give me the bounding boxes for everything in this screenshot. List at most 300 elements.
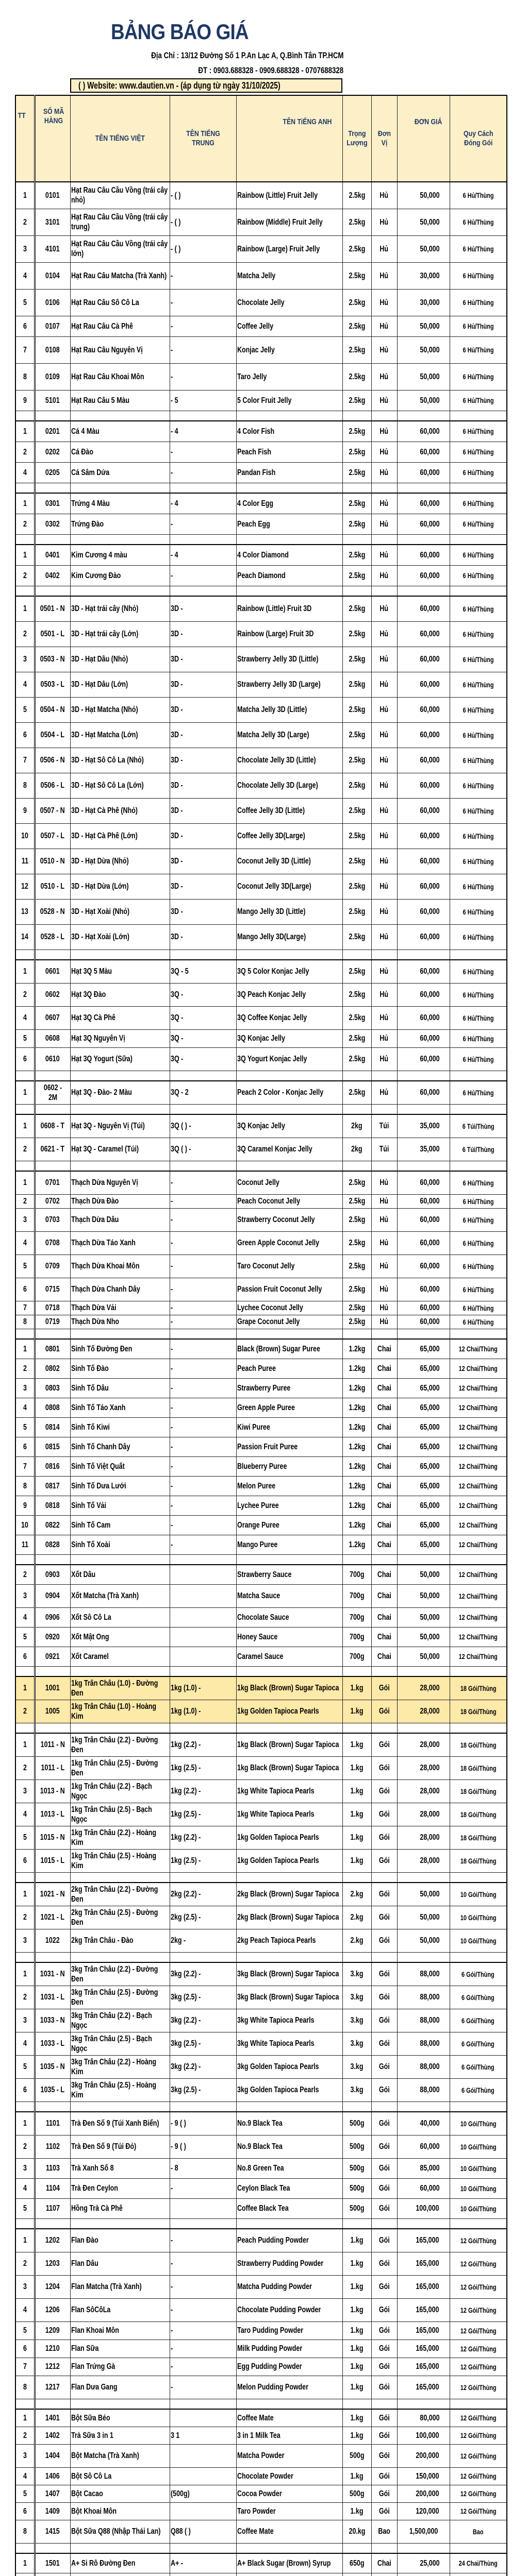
empty-cell <box>70 411 170 421</box>
table-row <box>15 1700 507 1723</box>
name-chinese: 3D - <box>170 781 183 790</box>
unit: Chai <box>377 1442 391 1451</box>
empty-cell <box>15 1723 35 1733</box>
table-row <box>15 289 507 316</box>
empty-cell <box>236 2543 342 2553</box>
unit-cell <box>371 565 397 586</box>
name-vietnamese-cell <box>70 798 170 823</box>
unit: Gói <box>378 2383 390 2392</box>
name-vietnamese-cell <box>70 2467 170 2485</box>
name-vietnamese: Hạt 3Q Cà Phê <box>71 1013 116 1022</box>
packing-cell <box>450 1962 507 1986</box>
table-row <box>15 2009 507 2032</box>
name-chinese: - <box>170 2184 173 2193</box>
packing-cell <box>450 2502 507 2520</box>
weight-cell <box>342 1047 371 1071</box>
name-chinese: - <box>170 2344 173 2353</box>
row-number: 2 <box>23 217 27 227</box>
product-code: 0607 <box>45 1013 60 1022</box>
name-chinese: 1kg (2.2) - <box>170 1833 201 1842</box>
packing-cell <box>450 1906 507 1929</box>
weight: 500g <box>349 2204 365 2213</box>
weight-cell <box>342 2427 371 2444</box>
row-number: 2 <box>23 1364 27 1373</box>
weight: 2.5kg <box>349 967 365 976</box>
table-row <box>15 722 507 748</box>
name-english: Coconut Jelly 3D(Large) <box>237 882 311 891</box>
name-vietnamese: Hạt 3Q - Nguyên Vị (Túi) <box>71 1122 145 1131</box>
packing-cell <box>450 798 507 823</box>
packing: 6 Hủ/Thùng <box>463 1013 494 1022</box>
name-english: Strawberry Pudding Powder <box>237 2259 323 2268</box>
packing: 6 Hủ/Thùng <box>463 655 494 664</box>
name-chinese: 3kg (2.2) - <box>170 2016 201 2025</box>
name-vietnamese: 3kg Trân Châu (2.5) - Hoàng Kim <box>71 2080 156 2099</box>
price: 60,000 <box>419 1303 440 1312</box>
price-cell <box>397 2553 450 2573</box>
row-number: 4 <box>23 2184 27 2193</box>
name-english-cell <box>236 514 342 534</box>
price-cell <box>397 209 450 235</box>
packing: 6 Gói/Thùng <box>461 1993 495 2002</box>
empty-cell <box>342 1872 371 1883</box>
empty-cell <box>170 586 236 596</box>
name-vietnamese-cell <box>70 1171 170 1194</box>
name-english-cell <box>236 2321 342 2340</box>
name-english: Matcha Jelly 3D (Large) <box>237 731 309 739</box>
table-row <box>15 2376 507 2399</box>
name-vietnamese: Sinh Tố Đường Đen <box>71 1344 132 1353</box>
weight: 1.kg <box>350 1787 364 1795</box>
price-cell <box>397 390 450 411</box>
row-number-cell <box>15 1006 35 1029</box>
weight-cell <box>342 672 371 697</box>
price: 40,000 <box>419 2119 440 2128</box>
row-number-cell <box>15 390 35 411</box>
unit-cell <box>371 1883 397 1906</box>
name-vietnamese: 3D - Hạt Matcha (Nhỏ) <box>71 705 138 714</box>
unit-cell <box>371 2198 397 2218</box>
name-english: Coffee Mate <box>237 2527 274 2536</box>
row-number-cell <box>15 722 35 748</box>
row-number-cell <box>15 363 35 390</box>
name-vietnamese: Hạt 3Q - Caramel (Túi) <box>71 1145 139 1154</box>
name-chinese-cell <box>170 798 236 823</box>
weight: 3.kg <box>350 2016 364 2025</box>
product-code: 0501 - N <box>40 604 65 614</box>
unit: Gói <box>378 1740 390 1750</box>
name-english-cell <box>236 1883 342 1906</box>
weight-cell <box>342 2198 371 2218</box>
weight-cell <box>342 1849 371 1872</box>
name-english: Rainbow (Little) Fruit 3D <box>237 604 311 614</box>
empty-cell <box>70 1952 170 1962</box>
packing-cell <box>450 1607 507 1627</box>
product-code: 1501 <box>45 2558 60 2568</box>
unit: Chai <box>377 1501 391 1510</box>
name-chinese: - <box>170 1383 173 1393</box>
packing-cell <box>450 1929 507 1952</box>
name-chinese: 3D - <box>170 731 183 739</box>
row-number: 2 <box>23 1993 27 2002</box>
row-number-cell <box>15 1255 35 1278</box>
price-cell <box>397 823 450 849</box>
unit: Hủ <box>380 427 389 436</box>
name-english-cell <box>236 2485 342 2502</box>
price: 60,000 <box>419 571 440 580</box>
empty-cell <box>236 1723 342 1733</box>
weight-cell <box>342 1515 371 1535</box>
packing-cell <box>450 390 507 411</box>
name-chinese-cell <box>170 565 236 586</box>
unit-cell <box>371 1081 397 1104</box>
product-code: 1013 - L <box>40 1810 65 1819</box>
product-code-cell <box>35 2467 70 2485</box>
name-chinese-cell <box>170 1359 236 1378</box>
unit: Gói <box>378 1993 390 2002</box>
name-english-cell <box>236 1255 342 1278</box>
name-english-cell <box>236 2112 342 2135</box>
price-cell <box>397 798 450 823</box>
packing: 6 Hủ/Thùng <box>463 882 494 891</box>
empty-cell <box>397 1723 450 1733</box>
product-code: 0506 - N <box>40 756 65 765</box>
empty-cell <box>15 950 35 960</box>
name-chinese-cell <box>170 1780 236 1803</box>
name-vietnamese: Bột Sô Cô La <box>71 2471 111 2481</box>
table-row <box>15 823 507 849</box>
row-number: 1 <box>23 191 27 200</box>
name-chinese: 3Q - <box>170 1034 183 1043</box>
row-number-cell <box>15 596 35 621</box>
name-chinese-cell <box>170 722 236 748</box>
price-cell <box>397 493 450 514</box>
name-vietnamese: Cá Sâm Dứa <box>71 468 109 477</box>
empty-cell <box>15 1161 35 1171</box>
empty-cell <box>70 1161 170 1171</box>
packing-cell <box>450 565 507 586</box>
price-cell <box>397 2252 450 2275</box>
product-code-cell <box>35 262 70 289</box>
empty-cell <box>35 1161 70 1171</box>
unit: Gói <box>378 2016 390 2025</box>
name-chinese-cell <box>170 2427 236 2444</box>
weight-cell <box>342 722 371 748</box>
empty-cell <box>35 1666 70 1676</box>
packing: 6 Hủ/Thùng <box>463 448 494 456</box>
product-code-cell <box>35 2444 70 2467</box>
empty-cell <box>35 1554 70 1565</box>
col-header-chinese: TÊN TIẾNG TRUNG <box>170 95 236 182</box>
row-number-cell <box>15 2358 35 2376</box>
empty-cell <box>70 1554 170 1565</box>
unit: Gói <box>378 1707 390 1716</box>
weight-cell <box>342 1138 371 1161</box>
weight-cell <box>342 363 371 390</box>
table-row <box>15 1756 507 1780</box>
empty-cell <box>236 1071 342 1081</box>
product-code: 1206 <box>45 2306 60 2314</box>
name-english: Melon Puree <box>237 1481 275 1490</box>
product-code-cell <box>35 773 70 798</box>
table-row <box>15 1029 507 1047</box>
empty-cell <box>35 411 70 421</box>
empty-cell <box>236 1952 342 1962</box>
name-chinese: - <box>170 372 173 381</box>
weight: 700g <box>349 1570 365 1579</box>
unit: Gói <box>378 1764 390 1772</box>
name-chinese-cell <box>170 773 236 798</box>
product-code: 0814 <box>45 1422 60 1432</box>
packing-cell <box>450 983 507 1006</box>
unit: Gói <box>378 1810 390 1819</box>
price-cell <box>397 1255 450 1278</box>
unit-cell <box>371 823 397 849</box>
weight: 2.5kg <box>349 781 365 790</box>
name-chinese-cell <box>170 1301 236 1315</box>
row-number: 3 <box>23 1936 27 1945</box>
price-cell <box>397 1733 450 1756</box>
name-vietnamese-cell <box>70 1047 170 1071</box>
weight-cell <box>342 647 371 672</box>
row-number: 6 <box>23 1652 27 1661</box>
name-english-cell <box>236 2229 342 2252</box>
packing-cell <box>450 2229 507 2252</box>
name-chinese: - <box>170 1403 173 1412</box>
empty-cell <box>15 2102 35 2112</box>
price: 65,000 <box>419 1344 440 1353</box>
name-chinese-cell <box>170 1803 236 1826</box>
unit-cell <box>371 2467 397 2485</box>
price-cell <box>397 1676 450 1700</box>
name-vietnamese: Sinh Tố Xoài <box>71 1540 110 1549</box>
empty-cell <box>450 1952 507 1962</box>
row-number: 2 <box>23 1913 27 1922</box>
price: 60,000 <box>419 705 440 714</box>
weight: 1.2kg <box>349 1403 365 1412</box>
weight-cell <box>342 2444 371 2467</box>
name-english: 2kg Black (Brown) Sugar Tapioca <box>237 1913 339 1922</box>
name-english-cell <box>236 1208 342 1231</box>
unit-cell <box>371 235 397 262</box>
name-chinese-cell <box>170 363 236 390</box>
weight-cell <box>342 2009 371 2032</box>
name-english: Strawberry Jelly 3D (Large) <box>237 680 321 689</box>
name-english: Black (Brown) Sugar Puree <box>237 1344 320 1353</box>
table-row <box>15 983 507 1006</box>
empty-cell <box>236 411 342 421</box>
row-number: 4 <box>23 1239 27 1247</box>
name-english: Taro Powder <box>237 2506 276 2516</box>
weight: 1.2kg <box>349 1501 365 1510</box>
name-english: Lychee Coconut Jelly <box>237 1303 303 1312</box>
row-number-cell <box>15 2502 35 2520</box>
name-vietnamese: Sinh Tố Vải <box>71 1501 106 1510</box>
price: 165,000 <box>416 2344 439 2353</box>
name-vietnamese: Sinh Tố Dưa Lưới <box>71 1481 126 1490</box>
table-row <box>15 1627 507 1647</box>
product-code-cell <box>35 1171 70 1194</box>
name-chinese: 1kg (2.2) - <box>170 1787 201 1795</box>
product-code-cell <box>35 2009 70 2032</box>
product-code-cell <box>35 1278 70 1301</box>
empty-cell <box>342 950 371 960</box>
table-row <box>15 1849 507 1872</box>
price-cell <box>397 1437 450 1456</box>
unit-cell <box>371 2158 397 2178</box>
empty-cell <box>15 1872 35 1883</box>
price-cell <box>397 1607 450 1627</box>
row-number: 1 <box>23 427 27 436</box>
name-english-cell <box>236 1733 342 1756</box>
name-vietnamese-cell <box>70 2009 170 2032</box>
empty-cell <box>397 2102 450 2112</box>
product-code: 0802 <box>45 1364 60 1373</box>
name-vietnamese: 3D - Hạt Dừa (Lớn) <box>71 882 129 891</box>
name-chinese-cell <box>170 924 236 950</box>
unit-cell <box>371 2298 397 2321</box>
unit-cell <box>371 316 397 336</box>
name-chinese: 3D - <box>170 680 183 689</box>
row-number: 2 <box>23 1145 27 1154</box>
price-cell <box>397 960 450 983</box>
unit: Hủ <box>380 832 389 840</box>
price: 88,000 <box>419 2086 440 2094</box>
weight: 500g <box>349 2451 365 2460</box>
price: 85,000 <box>419 2164 440 2173</box>
unit-cell <box>371 1278 397 1301</box>
weight-cell <box>342 1339 371 1359</box>
name-english: Orange Puree <box>237 1520 279 1530</box>
name-vietnamese: 1kg Trân Châu (2.2) - Hoàng Kim <box>71 1828 156 1847</box>
row-number-cell <box>15 514 35 534</box>
row-number-cell <box>15 1929 35 1952</box>
name-vietnamese-cell <box>70 2485 170 2502</box>
table-row <box>15 2467 507 2485</box>
unit: Gói <box>378 1856 390 1865</box>
empty-cell <box>15 2543 35 2553</box>
row-number: 3 <box>23 2282 27 2291</box>
name-chinese: - <box>170 1364 173 1373</box>
empty-cell <box>371 1872 397 1883</box>
price: 88,000 <box>419 1970 440 1979</box>
packing: 6 Hủ/Thùng <box>463 680 494 689</box>
name-english-cell <box>236 545 342 565</box>
row-number-cell <box>15 2158 35 2178</box>
empty-cell <box>236 2399 342 2409</box>
product-code: 0528 - L <box>40 933 65 941</box>
row-number-cell <box>15 1171 35 1194</box>
name-english: Coffee Black Tea <box>237 2204 289 2213</box>
packing: 12 Chai/Thùng <box>458 1652 498 1660</box>
weight: 2kg <box>351 1122 362 1131</box>
group-separator-row <box>15 411 507 421</box>
product-code: 0301 <box>45 499 60 508</box>
weight: 2.5kg <box>349 1197 365 1206</box>
price-cell <box>397 1476 450 1496</box>
packing: 18 Gói/Thùng <box>460 1707 497 1716</box>
row-number-cell <box>15 462 35 483</box>
weight: 500g <box>349 2164 365 2173</box>
row-number: 1 <box>23 499 27 508</box>
empty-cell <box>236 1872 342 1883</box>
table-row <box>15 1584 507 1607</box>
name-english: Green Apple Coconut Jelly <box>237 1239 319 1247</box>
table-row <box>15 1962 507 1986</box>
unit: Hủ <box>380 967 389 976</box>
packing: 6 Hủ/Thùng <box>463 1285 494 1294</box>
product-code-cell <box>35 2032 70 2055</box>
row-number: 1 <box>23 1122 27 1131</box>
name-english-cell <box>236 336 342 363</box>
unit: Hủ <box>380 933 389 941</box>
unit: Hủ <box>380 447 389 456</box>
name-english: Green Apple Puree <box>237 1403 295 1412</box>
product-code: 1107 <box>45 2204 60 2213</box>
price: 60,000 <box>419 630 440 638</box>
price-cell <box>397 363 450 390</box>
price-cell <box>397 1456 450 1476</box>
weight-cell <box>342 1417 371 1437</box>
packing: 12 Chai/Thùng <box>458 1521 498 1529</box>
price-cell <box>397 1627 450 1647</box>
weight: 2.kg <box>350 1936 364 1945</box>
table-row <box>15 874 507 899</box>
unit-cell <box>371 2444 397 2467</box>
product-code: 0709 <box>45 1262 60 1270</box>
unit-cell <box>371 647 397 672</box>
unit-cell <box>371 596 397 621</box>
row-number: 6 <box>23 1856 27 1865</box>
row-number: 3 <box>23 2451 27 2460</box>
name-english-cell <box>236 1081 342 1104</box>
row-number-cell <box>15 209 35 235</box>
name-english-cell <box>236 960 342 983</box>
weight: 2.5kg <box>349 298 365 307</box>
name-chinese-cell <box>170 596 236 621</box>
price-cell <box>397 1700 450 1723</box>
name-english-cell <box>236 1301 342 1315</box>
unit: Hủ <box>380 191 389 200</box>
name-english: Rainbow (Little) Fruit Jelly <box>237 191 318 200</box>
empty-cell <box>397 1666 450 1676</box>
price: 60,000 <box>419 882 440 891</box>
row-number-cell <box>15 1962 35 1986</box>
product-code: 0801 <box>45 1344 60 1353</box>
name-english: Strawberry Puree <box>237 1383 290 1393</box>
product-code-cell <box>35 316 70 336</box>
row-number: 1 <box>23 1970 27 1979</box>
product-code: 0718 <box>45 1303 60 1312</box>
price: 165,000 <box>416 2326 439 2335</box>
empty-cell <box>170 2102 236 2112</box>
row-number-cell <box>15 1208 35 1231</box>
name-vietnamese: 3D - Hạt trái cây (Nhỏ) <box>71 604 138 614</box>
packing: 12 Gói/Thùng <box>460 2259 497 2268</box>
weight-cell <box>342 2158 371 2178</box>
unit: Hủ <box>380 571 389 580</box>
unit-cell <box>371 1339 397 1359</box>
price: 60,000 <box>419 655 440 664</box>
packing-cell <box>450 1194 507 1208</box>
price: 60,000 <box>419 1088 440 1097</box>
product-code: 0816 <box>45 1462 60 1471</box>
empty-cell <box>35 2102 70 2112</box>
name-chinese: - <box>170 1520 173 1530</box>
group-separator-row <box>15 1161 507 1171</box>
price-cell <box>397 1114 450 1138</box>
packing-cell <box>450 1231 507 1255</box>
